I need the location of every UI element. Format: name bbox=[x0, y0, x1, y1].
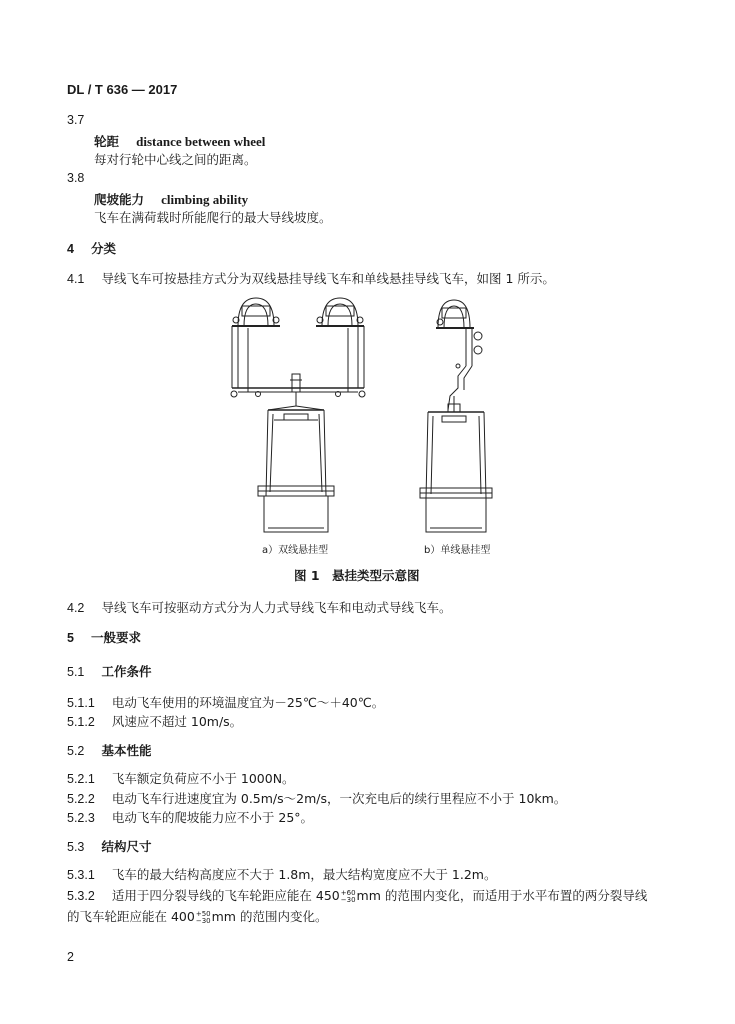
clause-text-segment: 的飞车轮距应能在 400 bbox=[67, 909, 195, 924]
figure-double-line-suspension bbox=[218, 288, 378, 538]
clause-number: 5.2.3 bbox=[67, 811, 95, 825]
clause-text-segment: 适用于四分裂导线的飞车轮距应能在 450 bbox=[111, 888, 340, 903]
clause-number: 5.3.2 bbox=[67, 889, 95, 903]
clause-text: 风速应不超过 10m/s。 bbox=[111, 714, 243, 729]
clause bbox=[67, 788, 566, 807]
tolerance-2 bbox=[196, 911, 211, 925]
clause-text-line1 bbox=[112, 888, 647, 903]
subsection-title: 结构尺寸 bbox=[101, 839, 152, 854]
tolerance-lower: −30 bbox=[340, 895, 356, 904]
clause-text: 飞车的最大结构高度应不大于 1.8m，最大结构宽度应不大于 1.2m。 bbox=[111, 867, 497, 882]
term-english: distance between wheel bbox=[136, 134, 266, 149]
subsection-heading bbox=[67, 661, 152, 680]
tolerance-1 bbox=[341, 890, 356, 904]
clause-multiline bbox=[67, 885, 647, 904]
clause-text-line2 bbox=[67, 907, 327, 925]
section-number: 5 bbox=[67, 631, 74, 645]
clause-number: 5.3.1 bbox=[67, 868, 95, 882]
clause bbox=[67, 807, 313, 826]
clause-number: 5.2.1 bbox=[67, 772, 95, 786]
clause-text: 电动飞车行进速度宜为 0.5m/s～2m/s，一次充电后的续行里程应不小于 10km。 bbox=[111, 791, 567, 806]
clause bbox=[67, 692, 384, 711]
clause-text: 导线飞车可按驱动方式分为人力式导线飞车和电动式导线飞车。 bbox=[101, 600, 452, 615]
subsection-number: 5.2 bbox=[67, 744, 85, 758]
clause-number: 3.7 bbox=[67, 113, 85, 127]
term-heading bbox=[94, 189, 248, 208]
subsection-number: 5.1 bbox=[67, 665, 85, 679]
tolerance-lower: −30 bbox=[195, 916, 211, 925]
term-chinese: 轮距 bbox=[94, 134, 120, 149]
figure-caption-a: a）双线悬挂型 bbox=[262, 545, 329, 556]
section-number: 4 bbox=[67, 242, 74, 256]
document-id: DL / T 636 — 2017 bbox=[67, 82, 178, 97]
clause-text: 电动飞车的爬坡能力应不小于 25°。 bbox=[111, 810, 314, 825]
section-title: 一般要求 bbox=[91, 630, 142, 645]
clause bbox=[67, 768, 295, 787]
term-heading bbox=[94, 131, 265, 150]
section-heading bbox=[67, 627, 141, 646]
tolerance-upper: +60 bbox=[340, 888, 356, 897]
subsection-heading bbox=[67, 740, 152, 759]
clause-number: 5.2.2 bbox=[67, 792, 95, 806]
clause-text: 飞车额定负荷应不小于 1000N。 bbox=[111, 771, 295, 786]
clause-text-segment: mm 的范围内变化，而适用于水平布置的两分裂导线 bbox=[356, 888, 648, 903]
term-definition: 每对行轮中心线之间的距离。 bbox=[94, 152, 257, 167]
clause-number: 5.1.2 bbox=[67, 715, 95, 729]
term-english: climbing ability bbox=[161, 192, 249, 207]
figure-single-line-suspension bbox=[414, 292, 504, 538]
clause bbox=[67, 864, 496, 883]
tolerance-upper: +50 bbox=[195, 909, 211, 918]
clause bbox=[67, 268, 555, 287]
subsection-number: 5.3 bbox=[67, 840, 85, 854]
subsection-heading bbox=[67, 836, 152, 855]
subsection-title: 工作条件 bbox=[101, 664, 152, 679]
clause bbox=[67, 711, 242, 730]
clause-number: 4.2 bbox=[67, 601, 85, 615]
clause-number: 3.8 bbox=[67, 171, 85, 185]
term-definition: 飞车在满荷载时所能爬行的最大导线坡度。 bbox=[94, 210, 332, 225]
clause-text-segment: mm 的范围内变化。 bbox=[211, 909, 328, 924]
section-title: 分类 bbox=[91, 241, 117, 256]
page-number: 2 bbox=[67, 950, 74, 964]
figure-caption-b: b）单线悬挂型 bbox=[424, 545, 491, 556]
clause-number: 5.1.1 bbox=[67, 696, 95, 710]
subsection-title: 基本性能 bbox=[101, 743, 152, 758]
clause-text: 电动飞车使用的环境温度宜为－25℃～＋40℃。 bbox=[111, 695, 385, 710]
clause-text: 导线飞车可按悬挂方式分为双线悬挂导线飞车和单线悬挂导线飞车，如图 1 所示。 bbox=[101, 271, 555, 286]
figure-title: 图 1 悬挂类型示意图 bbox=[294, 568, 420, 583]
clause bbox=[67, 597, 452, 616]
section-heading bbox=[67, 238, 116, 257]
clause-number: 4.1 bbox=[67, 272, 85, 286]
term-chinese: 爬坡能力 bbox=[94, 192, 145, 207]
